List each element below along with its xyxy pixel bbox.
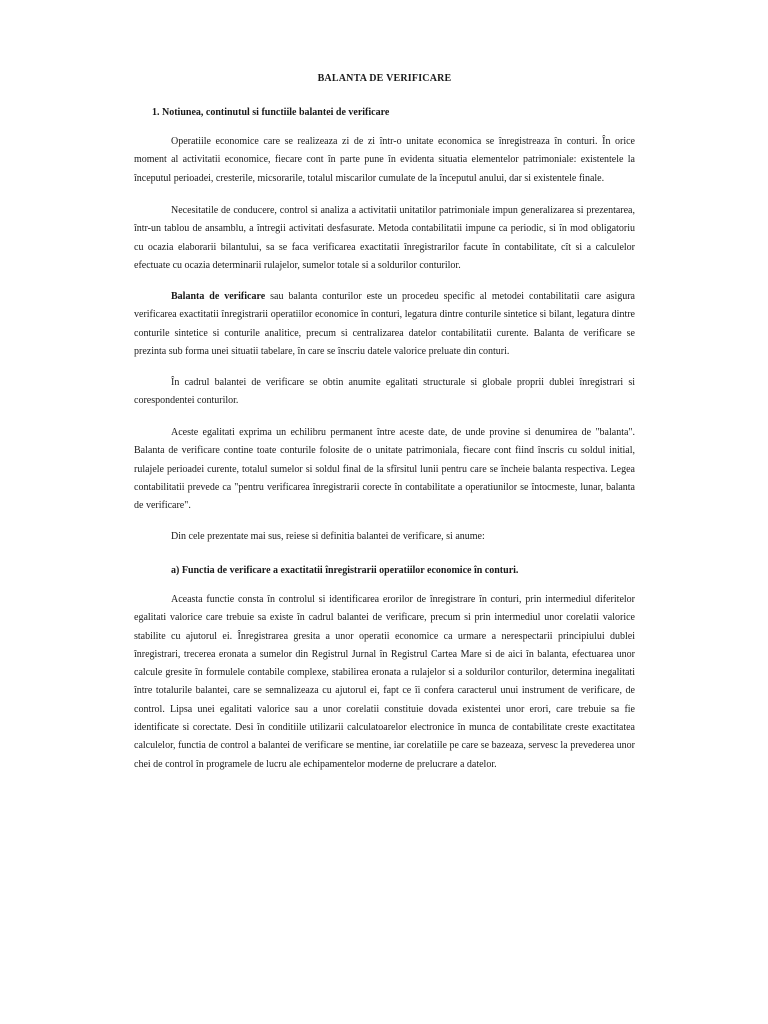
paragraph-3 [134, 288, 635, 361]
subsection-heading: a) Functia de verificare a exactitatii înregistrarii operatiilor economice în conturi. [171, 565, 519, 576]
term-balanta-de-verificare: Balanta de verificare [171, 291, 266, 302]
document-title: BALANTA DE VERIFICARE [317, 73, 452, 84]
section-heading: 1. Notiunea, continutul si functiile balantei de verificare [152, 107, 390, 118]
paragraph-3-text: sau balanta conturilor este un procedeu specific al metodei contabilitatii care asigura verificarea exactitatii înregistrarii operatiilor economice în conturi, legatura dintre conturile sintetice si bilant, legatura dintre conturile sintetice si conturile analitice, precum si centralizarea datelor contabilitatii curente. Balanta de verificare se prezinta sub forma unei situatii tabelare, în care se înscriu datele valorice preluate din conturi. [134, 291, 635, 357]
paragraph-4: În cadrul balantei de verificare se obtin anumite egalitati structurale si globale proprii dublei înregistrari si corespondentei conturilor. [134, 377, 635, 407]
paragraph-7: Aceasta functie consta în controlul si identificarea erorilor de înregistrare în conturi, prin intermediul diferitelor egalitati valorice care trebuie sa existe în cadrul balantei de verificare, precum si prin intermediul unor corelatii valorice stabilite cu ajutorul ei. Înregistrarea gresita a unor operatii economice ca urmare a nerespectarii principiului dublei înregistrari, trecerea eronata a sumelor din Registrul Jurnal în Registrul Cartea Mare si de aici în balanta, efectuarea unor calcule gresite în formulele contabile complexe, stabilirea eronata a rulajelor si a soldurilor conturilor, determina inegalitati între totalurile balantei, care se semnalizeaza cu ajutorul ei, fapt ce îi confera caracterul unui instrument de verificare, de control. Lipsa unei egalitati valorice sau a unor corelatii constituie dovada existentei unor erori, care trebuie sa fie identificate si corectate. Desi în conditiile utilizarii calculatoarelor electronice în munca de contabilitate creste exactitatea calculelor, functia de control a balantei de verificare se mentine, iar corelatiile pe care se bazeaza, servesc la prevederea unor chei de control în programele de lucru ale echipamentelor moderne de prelucrare a datelor. [134, 594, 635, 770]
paragraph-2: Necesitatile de conducere, control si analiza a activitatii unitatilor patrimoniale impun generalizarea si prezentarea, într-un tablou de ansamblu, a întregii activitati desfasurate. Metoda contabilitatii impune ca periodic, si în mod obligatoriu cu ocazia elaborarii bilantului, sa se faca verificarea exactitatii înregistrarilor facute în contabilitate, cît si a calculelor efectuate cu ocazia determinarii rulajelor, sumelor totale si a soldurilor conturilor. [134, 205, 635, 271]
paragraph-5: Aceste egalitati exprima un echilibru permanent între aceste date, de unde provine si denumirea de "balanta". Balanta de verificare contine toate conturile folosite de o unitate patrimoniala, fiecare cont fiind înscris cu soldul initial, rulajele perioadei curente, totalul sumelor si soldul final de la sfîrsitul lunii pentru care se încheie balanta respectiva. Legea contabilitatii prevede ca "pentru verificarea înregistrarii corecte în contabilitate a operatiunilor se întocmeste, lunar, balanta de verificare". [134, 427, 635, 512]
paragraph-6: Din cele prezentate mai sus, reiese si definitia balantei de verificare, si anume: [171, 531, 485, 542]
paragraph-1: Operatiile economice care se realizeaza zi de zi într-o unitate economica se înregistreaza în conturi. În orice moment al activitatii economice, fiecare cont în parte pune în evidenta situatia elementelor patrimoniale: existentele la începutul perioadei, cresterile, micsorarile, totalul miscarilor cumulate de la începutul anului, dar si existentele finale. [134, 136, 635, 184]
